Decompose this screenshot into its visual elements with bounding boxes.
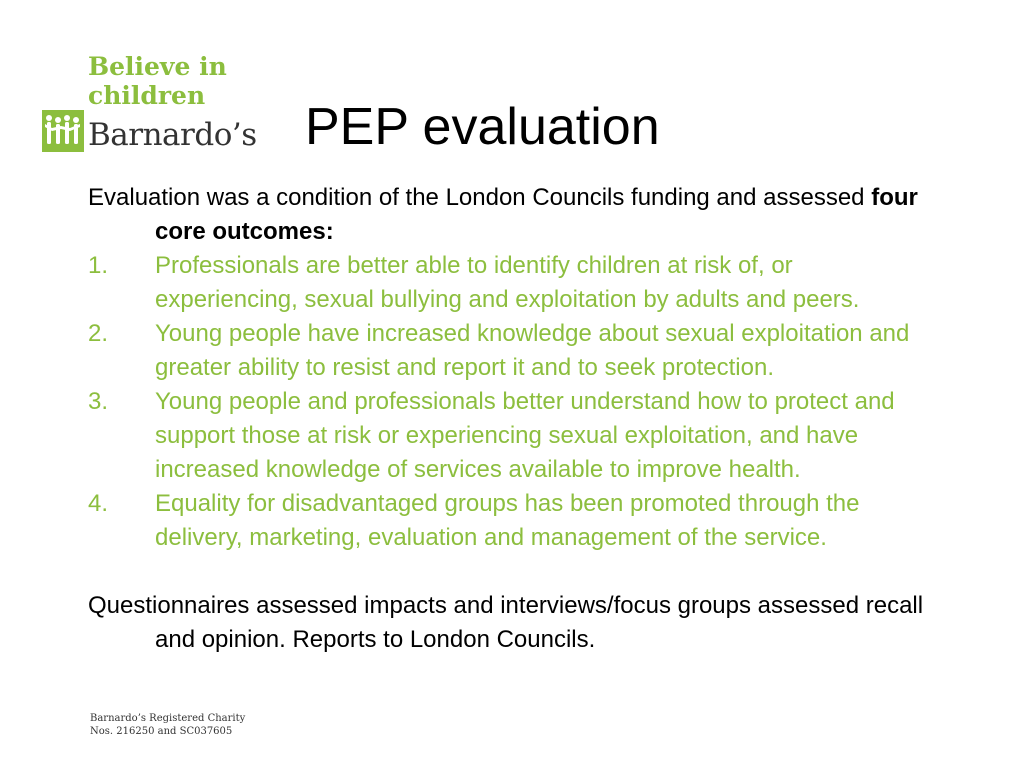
slide-body xyxy=(88,181,938,657)
list-item-text: Young people and professionals better understand how to protect and support those at risk or experiencing sexual exploitation, and have increased knowledge of services available to improve health. xyxy=(155,388,895,483)
list-item-text: Young people have increased knowledge about sexual exploitation and greater ability to resist and report it and to seek protection. xyxy=(155,320,910,381)
footer-line-2: Nos. 216250 and SC037605 xyxy=(90,726,233,737)
closing-paragraph: Questionnaires assessed impacts and interviews/focus groups assessed recall and opinion. Reports to London Councils. xyxy=(88,592,924,653)
list-item-text: Equality for disadvantaged groups has been promoted through the delivery, marketing, evaluation and management of the service. xyxy=(155,490,860,551)
tagline-line-2: children xyxy=(88,81,206,110)
logo-tagline xyxy=(88,52,227,110)
list-item xyxy=(88,487,938,555)
children-figures-icon xyxy=(42,110,84,152)
charity-footer xyxy=(90,712,290,738)
outcomes-list xyxy=(88,249,938,555)
spacer xyxy=(88,555,938,589)
intro-paragraph xyxy=(88,181,938,249)
list-item xyxy=(88,385,938,487)
intro-bold: four core outcomes: xyxy=(155,184,918,245)
list-item-number: 3. xyxy=(88,388,109,415)
tagline-line-1: Believe in xyxy=(88,52,227,81)
brand-name: Barnardo’s xyxy=(88,117,257,153)
list-item-text: Professionals are better able to identify children at risk of, or experiencing, sexual bullying and exploitation by adults and peers. xyxy=(155,252,860,313)
slide-title: PEP evaluation xyxy=(305,98,660,156)
logo-brand-row xyxy=(42,110,257,152)
list-item-number: 2. xyxy=(88,320,109,347)
list-item xyxy=(88,317,938,385)
intro-text: Evaluation was a condition of the London Councils funding and assessed xyxy=(88,184,872,211)
list-item-number: 1. xyxy=(88,252,109,279)
footer-line-1: Barnardo’s Registered Charity xyxy=(90,713,246,724)
list-item-number: 4. xyxy=(88,490,109,517)
list-item xyxy=(88,249,938,317)
